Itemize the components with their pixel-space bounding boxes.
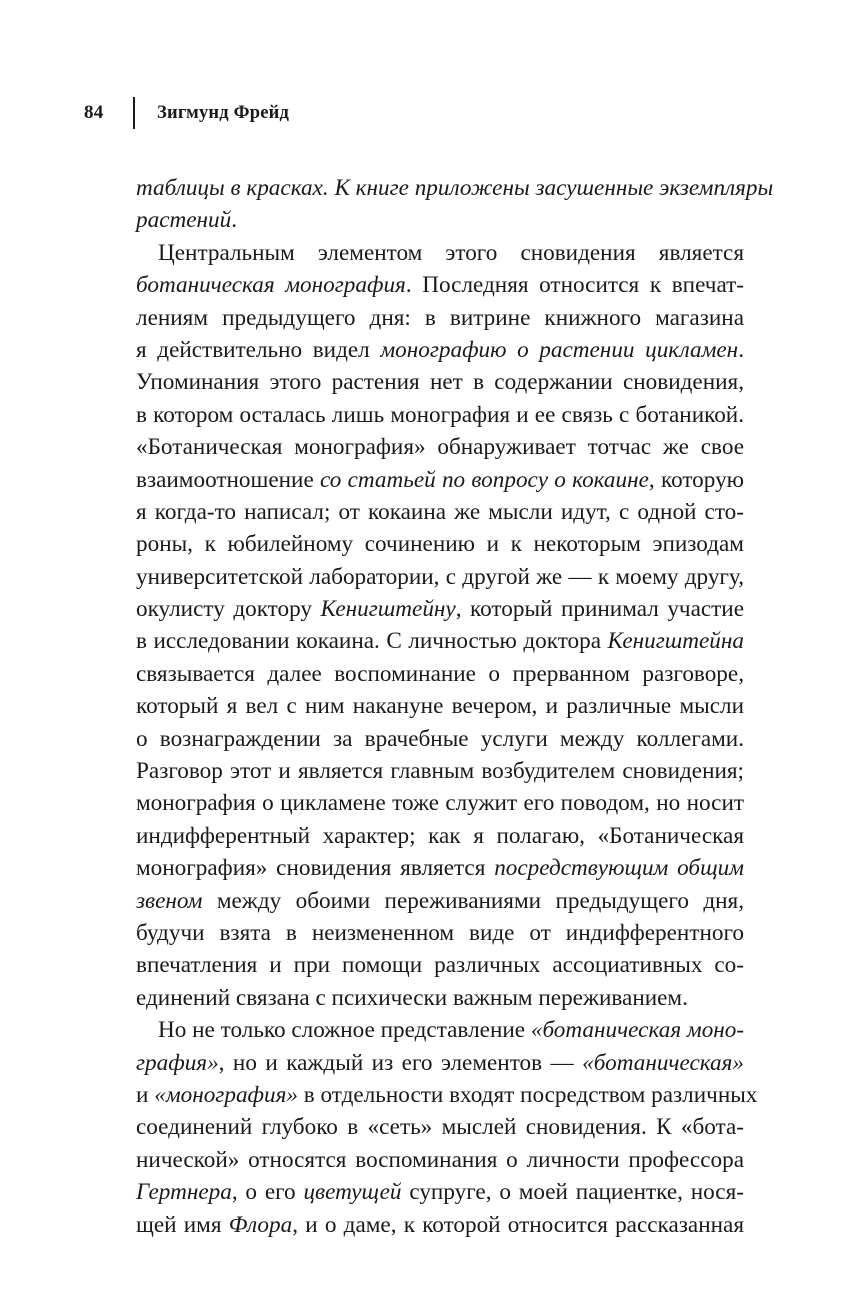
text-line	[136, 982, 744, 1014]
text-segment: , который принимал участие	[455, 596, 744, 623]
text-line	[136, 204, 744, 236]
text-segment: , о его	[231, 1179, 304, 1206]
text-line	[136, 1111, 744, 1143]
italic-text: со статьей по вопросу о кокаине	[320, 466, 649, 493]
text-segment: я когда-то написал; от кокаина же мысли идут, с одной сто-	[136, 498, 744, 525]
text-line	[136, 755, 744, 787]
text-line	[136, 949, 744, 981]
text-segment: в отдельности входят посредством различных	[297, 1081, 758, 1108]
text-line	[136, 302, 744, 334]
text-line	[136, 820, 744, 852]
text-line	[136, 1014, 744, 1046]
text-line	[136, 852, 744, 884]
italic-text: «монография»	[154, 1081, 298, 1108]
italic-text: «ботаническая»	[582, 1049, 744, 1076]
text-line	[136, 690, 744, 722]
text-segment: нической» относятся воспоминания о личности профессора	[136, 1146, 744, 1173]
italic-text: цветущей	[303, 1179, 402, 1206]
text-line	[136, 1209, 744, 1241]
text-segment: окулисту доктору	[136, 596, 321, 623]
text-line	[136, 496, 744, 528]
text-line	[136, 1176, 744, 1208]
page-number: 84	[84, 102, 104, 123]
body-text	[136, 172, 774, 1241]
text-segment: щей имя	[136, 1211, 229, 1238]
text-segment: университетской лаборатории, с другой же — к моему другу,	[136, 563, 744, 590]
text-line	[136, 917, 744, 949]
text-line	[136, 334, 744, 366]
italic-text: Гертнера	[136, 1179, 232, 1206]
text-line	[136, 1079, 758, 1111]
text-segment: в исследовании кокаина. С личностью доктора	[136, 628, 608, 655]
text-segment: монография о цикламене тоже служит его поводом, но носит	[136, 790, 744, 817]
text-segment: соединений глубоко в «сеть» мыслей сновидения. К «бота-	[136, 1114, 744, 1141]
text-segment: Упоминания этого растения нет в содержании сновидения,	[136, 369, 744, 396]
text-line	[136, 561, 744, 593]
italic-text: растений	[136, 207, 232, 234]
text-segment: о вознаграждении за врачебные услуги между коллегами.	[136, 725, 744, 752]
text-segment: индифферентный характер; как я полагаю, «Ботаническая	[136, 822, 744, 849]
text-segment: и	[136, 1081, 155, 1108]
text-segment: связывается далее воспоминание о прерванном разговоре,	[136, 660, 744, 687]
text-line	[136, 658, 744, 690]
italic-text: Кенигштейна	[607, 628, 744, 655]
text-segment: Но не только сложное представление	[158, 1017, 531, 1044]
text-segment: роны, к юбилейному сочинению и к некоторым эпизодам	[136, 531, 744, 558]
italic-text: монографию о растении цикламен	[380, 336, 739, 363]
text-line	[136, 399, 744, 431]
text-segment: я действительно видел	[136, 336, 381, 363]
text-segment: в котором осталась лишь монография и ее связь с ботаникой.	[136, 401, 744, 428]
text-segment: между обоими переживаниями предыдущего дня,	[202, 887, 744, 914]
italic-text: графия»	[136, 1049, 219, 1076]
text-segment: единений связана с психически важным переживанием.	[136, 984, 688, 1011]
text-segment: , и о даме, к которой относится рассказанная	[292, 1211, 744, 1238]
text-line	[136, 237, 744, 269]
text-segment: впечатления и при помощи различных ассоциативных со-	[136, 952, 744, 979]
text-line	[136, 885, 744, 917]
text-line	[136, 1144, 744, 1176]
text-segment: . Последняя относится к впечат-	[405, 272, 744, 299]
italic-text: таблицы в красках. К книге приложены засушенные экземпляры	[136, 175, 774, 201]
text-line	[136, 172, 774, 204]
text-segment: лениям предыдущего дня: в витрине книжного магазина	[136, 304, 744, 331]
italic-text: ботаническая монография	[136, 272, 406, 299]
italic-text: Флора	[228, 1211, 293, 1238]
running-head-author: Зигмунд Фрейд	[157, 102, 290, 123]
text-segment: супруге, о моей пациентке, нося-	[401, 1179, 744, 1206]
text-segment: монография» сновидения является	[136, 855, 495, 882]
text-segment: Разговор этот и является главным возбудителем сновидения;	[136, 758, 744, 785]
text-segment: «Ботаническая монография» обнаруживает тотчас же свое	[136, 434, 744, 461]
running-header	[84, 93, 289, 133]
text-line	[136, 269, 744, 301]
text-line	[136, 625, 744, 657]
text-segment: , которую	[648, 466, 744, 493]
italic-text: звеном	[136, 887, 203, 914]
text-segment: будучи взята в неизмененном виде от индифферентного	[136, 919, 744, 946]
text-line	[136, 431, 744, 463]
text-segment: который я вел с ним накануне вечером, и различные мысли	[136, 693, 744, 720]
text-line	[136, 464, 744, 496]
text-segment: .	[231, 207, 238, 234]
italic-text: посредствующим общим	[494, 855, 744, 882]
text-segment: .	[738, 336, 744, 363]
header-divider	[133, 97, 135, 129]
italic-text: Кенигштейну	[320, 596, 456, 623]
text-line	[136, 528, 744, 560]
italic-text: «ботаническая моно-	[530, 1017, 745, 1044]
text-line	[136, 366, 744, 398]
text-segment: взаимоотношение	[136, 466, 321, 493]
text-line	[136, 593, 744, 625]
text-segment: Центральным элементом этого сновидения является	[158, 239, 744, 266]
text-line	[136, 723, 744, 755]
text-segment: , но и каждый из его элементов —	[218, 1049, 583, 1076]
text-line	[136, 787, 744, 819]
text-line	[136, 1047, 744, 1079]
